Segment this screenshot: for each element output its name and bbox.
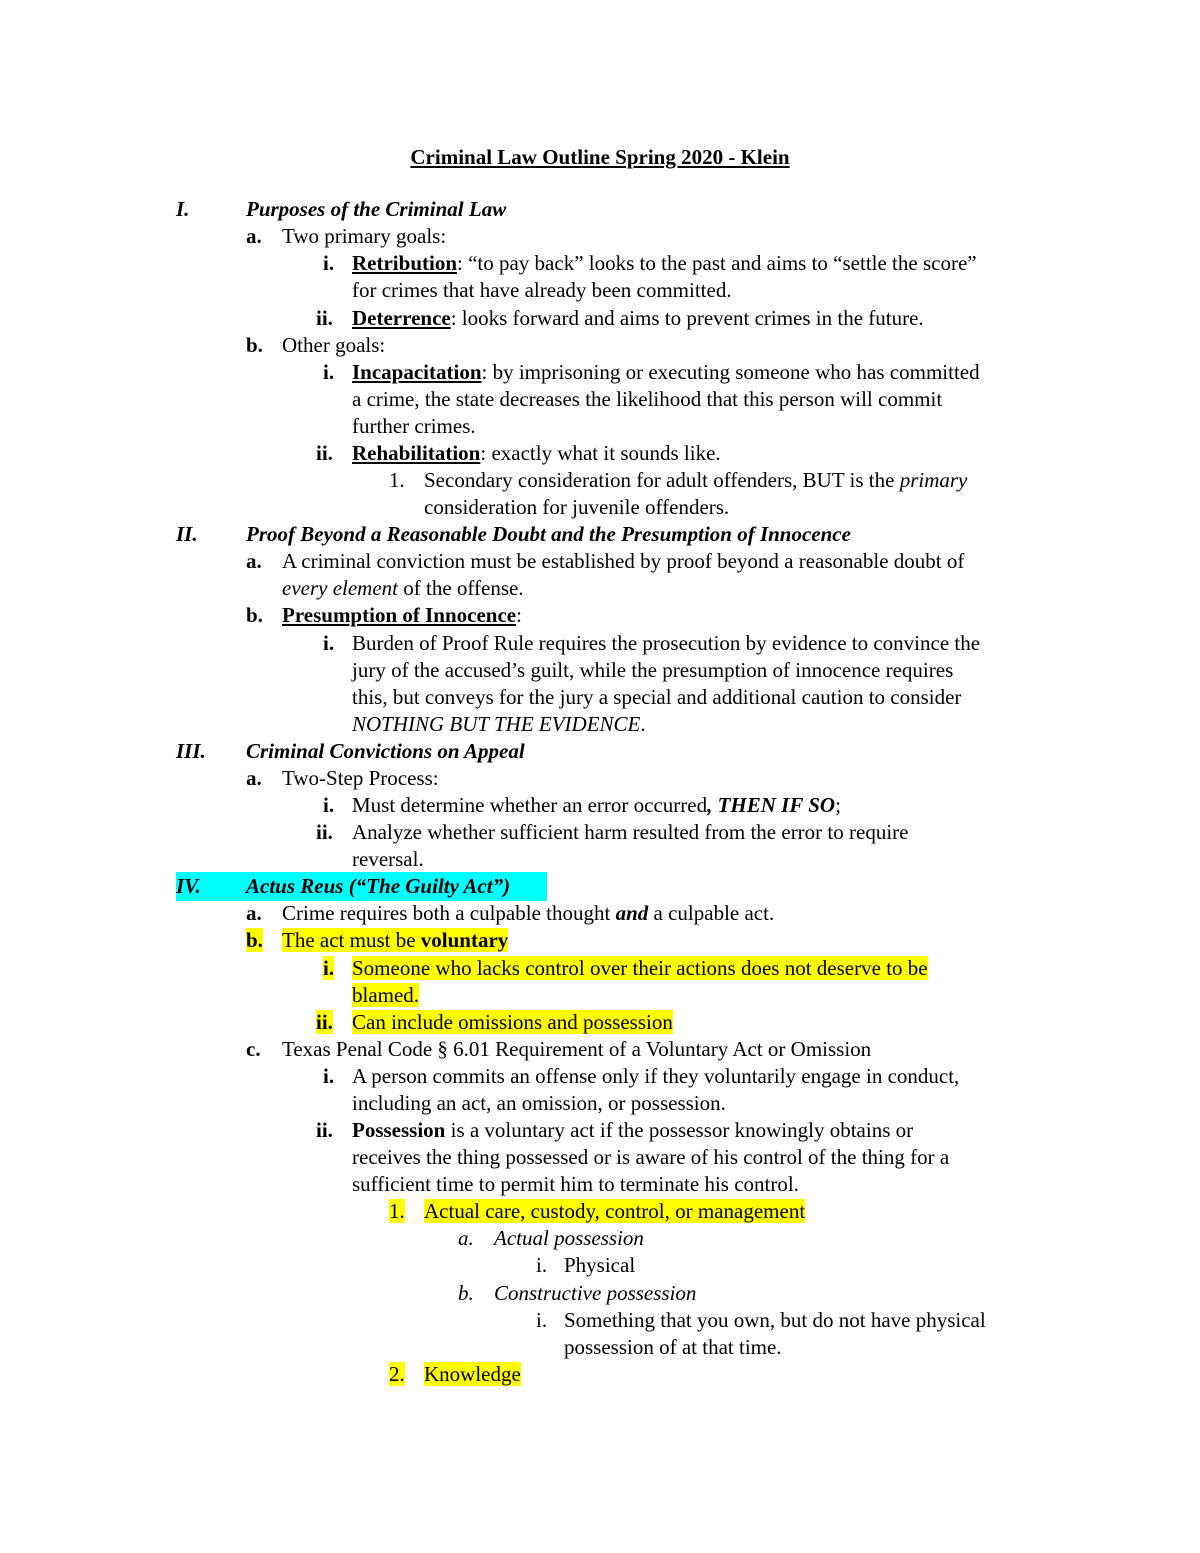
text-span: Actual care, custody, control, or management <box>424 1199 806 1223</box>
list-item-continued: further crimes. <box>352 414 476 438</box>
section-1-heading: Purposes of the Criminal Law <box>246 197 507 221</box>
list-item: Burden of Proof Rule requires the prosecution by evidence to convince the <box>352 631 981 655</box>
list-label: i. <box>323 251 335 275</box>
list-item <box>282 900 774 927</box>
list-item <box>352 1117 913 1144</box>
list-item <box>424 467 967 494</box>
list-item: A criminal conviction must be established by proof beyond a reasonable doubt of <box>282 549 965 573</box>
list-item-continued <box>352 711 646 738</box>
list-item: Something that you own, but do not have physical <box>564 1308 986 1332</box>
list-item <box>282 602 522 629</box>
text-span: : looks forward and aims to prevent crimes in the future. <box>450 306 924 330</box>
text-span: Secondary consideration for adult offenders, BUT is the <box>424 468 900 492</box>
list-label: ii. <box>316 441 333 465</box>
list-item-continued: consideration for juvenile offenders. <box>424 495 730 519</box>
list-label: i. <box>536 1253 548 1277</box>
text-span: Crime requires both a culpable thought <box>282 901 616 925</box>
list-label: ii. <box>316 306 333 330</box>
list-label: i. <box>323 360 335 384</box>
list-label <box>316 1009 333 1036</box>
list-item-continued: reversal. <box>352 847 424 871</box>
emphasis-then-if-so: , THEN IF SO <box>707 793 836 817</box>
list-label: i. <box>323 631 335 655</box>
term-retribution: Retribution <box>352 251 457 275</box>
term-presumption-of-innocence: Presumption of Innocence <box>282 603 517 627</box>
list-item: Two-Step Process: <box>282 766 439 790</box>
text-span: a culpable act. <box>648 901 775 925</box>
list-label: a. <box>458 1226 474 1250</box>
text-span: ; <box>835 793 841 817</box>
list-item <box>352 305 924 332</box>
list-label: i. <box>536 1308 548 1332</box>
text-span: : “to pay back” looks to the past and aims to “settle the score” <box>457 251 977 275</box>
label-highlight: b. <box>246 928 263 952</box>
text-span: is a voluntary act if the possessor knowingly obtains or <box>445 1118 914 1142</box>
list-item <box>424 1361 521 1388</box>
section-4-heading: Actus Reus (“The Guilty Act”) <box>246 874 511 898</box>
list-item-continued <box>282 575 524 602</box>
list-item-continued: including an act, an omission, or possession. <box>352 1091 726 1115</box>
emphasis-every-element: every element <box>282 576 399 600</box>
list-label: c. <box>246 1037 261 1061</box>
list-item: Two primary goals: <box>282 224 447 248</box>
list-item <box>424 1198 805 1225</box>
list-item <box>352 792 841 819</box>
label-highlight: 2. <box>389 1362 405 1386</box>
emphasis-primary: primary <box>899 468 968 492</box>
text-span: Must determine whether an error occurred <box>352 793 708 817</box>
term-incapacitation: Incapacitation <box>352 360 482 384</box>
list-item: A person commits an offense only if they voluntarily engage in conduct, <box>352 1064 960 1088</box>
text-span: blamed. <box>352 983 420 1007</box>
list-label: 1. <box>389 468 405 492</box>
term-possession: Possession <box>352 1118 446 1142</box>
list-label: i. <box>323 1064 335 1088</box>
label-highlight: i. <box>323 956 335 980</box>
list-label: b. <box>246 333 263 357</box>
label-highlight: 1. <box>389 1199 405 1223</box>
emphasis-nothing-but-evidence: NOTHING BUT THE EVIDENCE <box>352 712 641 736</box>
list-label: a. <box>246 549 262 573</box>
list-item-continued: sufficient time to permit him to terminate his control. <box>352 1172 799 1196</box>
list-item: Other goals: <box>282 333 386 357</box>
section-2-heading: Proof Beyond a Reasonable Doubt and the Presumption of Innocence <box>246 522 851 546</box>
section-2-numeral: II. <box>176 522 198 546</box>
list-item: Texas Penal Code § 6.01 Requirement of a Voluntary Act or Omission <box>282 1037 872 1061</box>
text-span: . <box>640 712 646 736</box>
list-item <box>352 440 721 467</box>
section-1-numeral: I. <box>176 197 190 221</box>
text-span: The act must be <box>282 928 421 952</box>
list-item <box>352 359 980 386</box>
term-deterrence: Deterrence <box>352 306 451 330</box>
list-item-continued: receives the thing possessed or is aware of his control of the thing for a <box>352 1145 950 1169</box>
text-span: of the offense. <box>398 576 524 600</box>
section-4-numeral: IV. <box>176 874 201 898</box>
label-highlight: ii. <box>316 1010 333 1034</box>
list-label: a. <box>246 766 262 790</box>
list-label: b. <box>246 603 263 627</box>
list-item <box>352 1009 673 1036</box>
list-label <box>389 1198 405 1225</box>
list-label: ii. <box>316 1118 333 1142</box>
list-item-continued: this, but conveys for the jury a special and additional caution to consider <box>352 685 962 709</box>
list-item-continued: possession of at that time. <box>564 1335 782 1359</box>
list-label <box>246 927 263 954</box>
text-span: Knowledge <box>424 1362 521 1386</box>
list-label: b. <box>458 1281 474 1305</box>
section-3-heading: Criminal Convictions on Appeal <box>246 739 525 763</box>
list-item-continued: for crimes that have already been committed. <box>352 278 732 302</box>
list-item <box>282 927 508 954</box>
list-item: Physical <box>564 1253 636 1277</box>
section-3-numeral: III. <box>176 739 206 763</box>
list-item-continued: a crime, the state decreases the likelihood that this person will commit <box>352 387 943 411</box>
text-span: : exactly what it sounds like. <box>480 441 721 465</box>
list-item <box>352 955 928 982</box>
list-label: a. <box>246 901 262 925</box>
term-voluntary: voluntary <box>420 928 509 952</box>
list-item-continued <box>352 982 419 1009</box>
list-label <box>389 1361 405 1388</box>
term-rehabilitation: Rehabilitation <box>352 441 481 465</box>
list-label: i. <box>323 793 335 817</box>
list-item: Analyze whether sufficient harm resulted from the error to require <box>352 820 909 844</box>
emphasis-and: and <box>615 901 649 925</box>
list-label: a. <box>246 224 262 248</box>
list-item-continued: jury of the accused’s guilt, while the presumption of innocence requires <box>352 658 954 682</box>
text-span: Someone who lacks control over their actions does not deserve to be <box>352 956 928 980</box>
text-span: : <box>516 603 522 627</box>
list-item: Actual possession <box>494 1226 644 1250</box>
list-label: ii. <box>316 820 333 844</box>
text-span: Can include omissions and possession <box>352 1010 673 1034</box>
list-item <box>352 250 977 277</box>
text-span: : by imprisoning or executing someone who has committed <box>481 360 980 384</box>
list-label <box>323 955 334 982</box>
document-title: Criminal Law Outline Spring 2020 - Klein <box>410 145 790 169</box>
list-item: Constructive possession <box>494 1281 697 1305</box>
